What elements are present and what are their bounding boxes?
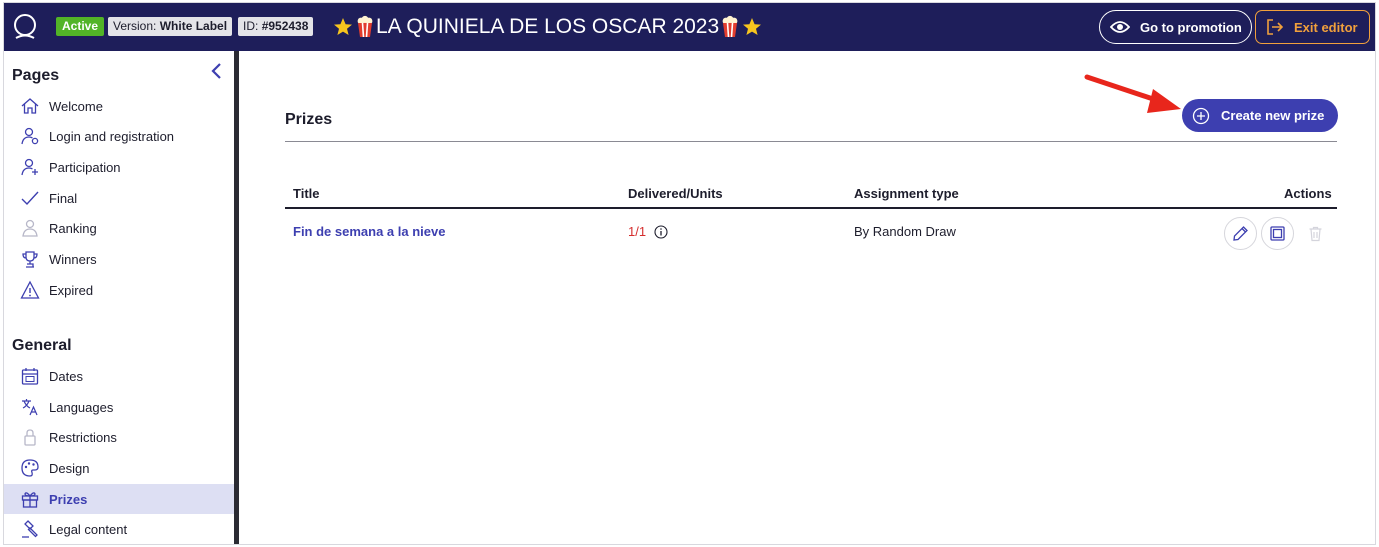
exit-editor-button[interactable] (1255, 10, 1370, 44)
trophy-icon (20, 249, 40, 269)
chevron-left-icon[interactable] (209, 62, 225, 80)
app-window (3, 2, 1376, 545)
checkmark-icon (20, 188, 40, 208)
arrow-annotation-icon (1079, 69, 1189, 119)
go-to-promotion-label: Go to promotion (1140, 19, 1242, 35)
duplicate-prize-button[interactable] (1261, 217, 1294, 250)
palette-icon (20, 458, 40, 478)
sidebar-item-label: Expired (49, 282, 94, 298)
id-badge: ID: #952438 (238, 17, 313, 36)
sidebar-item-label: Dates (49, 368, 83, 384)
sidebar-item-final[interactable] (4, 183, 235, 213)
sidebar-item-ranking[interactable] (4, 213, 235, 243)
page-title: Prizes (285, 111, 333, 128)
assignment-type: By Random Draw (854, 224, 956, 239)
column-header-assignment-type: Assignment type (854, 186, 959, 201)
sidebar-item-design[interactable] (4, 453, 235, 483)
header-divider (285, 141, 1337, 142)
home-icon (20, 96, 40, 116)
pencil-icon (1232, 225, 1249, 242)
exit-icon (1266, 18, 1284, 36)
delete-prize-button[interactable] (1299, 217, 1332, 250)
plus-circle-icon (1192, 107, 1210, 125)
trash-icon (1307, 225, 1324, 242)
sidebar-item-prizes[interactable] (4, 484, 235, 514)
main-content (239, 51, 1376, 545)
calendar-icon (20, 366, 40, 386)
edit-prize-button[interactable] (1224, 217, 1257, 250)
popcorn-icon (719, 15, 741, 39)
table-header-divider (285, 207, 1337, 209)
sidebar-item-label: Participation (49, 159, 121, 175)
sidebar-item-label: Login and registration (49, 128, 175, 144)
gavel-icon (20, 519, 40, 539)
sidebar-item-welcome[interactable] (4, 91, 235, 121)
sidebar-item-label: Ranking (49, 220, 97, 236)
promotion-title-text: LA QUINIELA DE LOS OSCAR 2023 (376, 15, 720, 38)
eye-icon (1110, 19, 1130, 35)
delivered-units (628, 224, 668, 239)
copy-icon (1269, 225, 1286, 242)
user-settings-icon (20, 126, 40, 146)
promotion-title (332, 13, 763, 41)
sidebar-item-label: Winners (49, 251, 97, 267)
lock-icon (20, 427, 40, 447)
general-heading: General (12, 337, 72, 354)
sidebar-item-legal-content[interactable] (4, 514, 235, 544)
sidebar-item-languages[interactable] (4, 392, 235, 422)
create-new-prize-label: Create new prize (1221, 108, 1325, 123)
column-header-delivered: Delivered/Units (628, 186, 723, 201)
sidebar-item-label: Restrictions (49, 429, 117, 445)
exit-editor-label: Exit editor (1294, 19, 1358, 35)
sidebar-item-label: Final (49, 190, 78, 206)
gift-icon (20, 489, 40, 509)
sidebar-item-participation[interactable] (4, 152, 235, 182)
sidebar (4, 51, 235, 545)
column-header-actions: Actions (1284, 186, 1332, 201)
pages-heading: Pages (12, 67, 60, 84)
column-header-title: Title (293, 186, 320, 201)
sidebar-item-dates[interactable] (4, 361, 235, 391)
star-icon (332, 15, 354, 39)
translate-icon (20, 397, 40, 417)
popcorn-icon (354, 15, 376, 39)
top-bar (4, 3, 1375, 51)
sidebar-item-login-and-registration[interactable] (4, 121, 235, 151)
info-icon[interactable] (654, 225, 668, 239)
sidebar-item-restrictions[interactable] (4, 422, 235, 452)
ranking-icon (20, 218, 40, 238)
sidebar-item-label: Legal content (49, 521, 128, 537)
logo-icon[interactable] (12, 13, 38, 41)
status-badge: Active (56, 17, 104, 36)
version-badge: Version: White Label (108, 17, 232, 36)
user-add-icon (20, 157, 40, 177)
sidebar-item-label: Prizes (49, 491, 88, 507)
go-to-promotion-button[interactable] (1099, 10, 1252, 44)
sidebar-item-winners[interactable] (4, 244, 235, 274)
create-new-prize-button[interactable] (1182, 99, 1338, 132)
delivered-units-value: 1/1 (628, 224, 647, 239)
sidebar-item-label: Languages (49, 399, 114, 415)
sidebar-item-expired[interactable] (4, 275, 235, 305)
warning-icon (20, 280, 40, 300)
sidebar-item-label: Welcome (49, 98, 103, 114)
sidebar-item-label: Design (49, 460, 90, 476)
star-icon (741, 15, 763, 39)
prize-title-link[interactable]: Fin de semana a la nieve (293, 224, 446, 239)
